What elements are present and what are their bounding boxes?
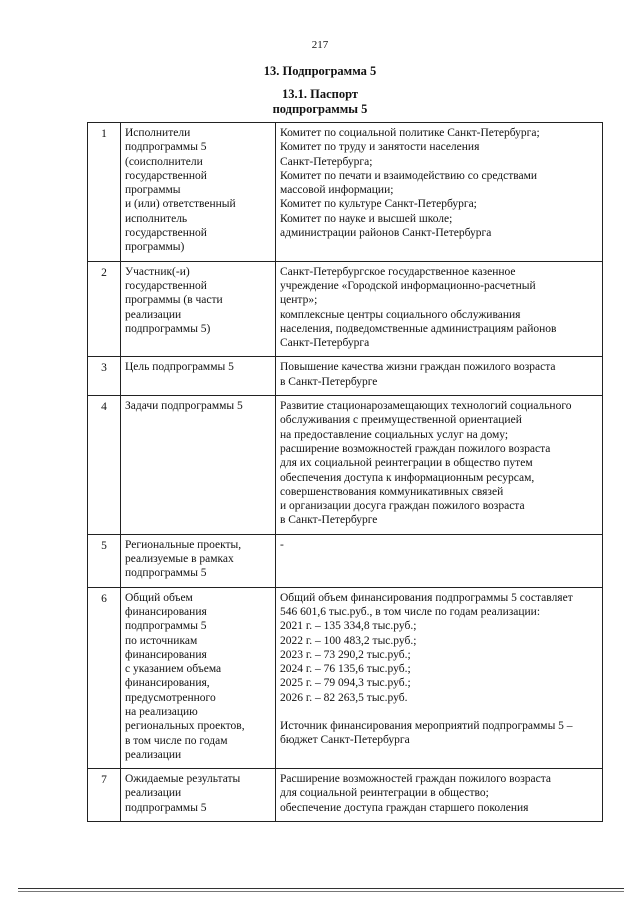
value-line: совершенствования коммуникативных связей xyxy=(280,485,504,498)
label-line: в том числе по годам xyxy=(125,734,228,747)
label-line: подпрограммы 5) xyxy=(125,322,211,335)
label-line: подпрограммы 5 xyxy=(125,801,207,814)
value-line: Комитет по науке и высшей школе; xyxy=(280,212,453,225)
label-line: исполнитель xyxy=(125,212,188,225)
row-number: 7 xyxy=(88,769,121,822)
label-line: Исполнители xyxy=(125,127,191,139)
row-number: 2 xyxy=(88,261,121,357)
value-line: Санкт-Петербурга; xyxy=(280,155,373,168)
label-line: программы (в части xyxy=(125,294,223,307)
value-line: в Санкт-Петербурге xyxy=(280,514,378,527)
value-line: 546 601,6 тыс.руб., в том числе по годам реализации: xyxy=(280,605,541,618)
label-line: с указанием объема xyxy=(125,663,222,676)
row-label xyxy=(121,123,276,262)
label-line: и (или) ответственный xyxy=(125,198,236,211)
table-row xyxy=(88,123,603,262)
label-line: программы) xyxy=(125,241,185,254)
row-value xyxy=(276,123,603,262)
value-line: комплексные центры социального обслуживания xyxy=(280,308,521,321)
page-bottom-rule-secondary xyxy=(18,891,624,892)
value-line: 2024 г. – 76 135,6 тыс.руб.; xyxy=(280,663,411,676)
value-line: для их социальной реинтеграции в общество путем xyxy=(280,457,533,470)
label-line: региональных проектов, xyxy=(125,720,245,733)
label-line: государственной xyxy=(125,169,207,182)
row-value xyxy=(276,769,603,822)
value-line: обеспечение доступа граждан старшего поколения xyxy=(280,801,529,814)
label-line: реализации xyxy=(125,748,182,761)
table-row xyxy=(88,357,603,396)
row-value xyxy=(276,534,603,587)
label-line: Ожидаемые результаты xyxy=(125,773,241,786)
value-line: Общий объем финансирования подпрограммы 5 составляет xyxy=(280,591,573,604)
value-line: Комитет по социальной политике Санкт-Петербурга; xyxy=(280,127,540,139)
label-line: подпрограммы 5 xyxy=(125,141,207,154)
value-line: 2026 г. – 82 263,5 тыс.руб. xyxy=(280,691,408,704)
page-number: 217 xyxy=(311,39,329,51)
label-line: финансирования xyxy=(125,605,207,618)
row-value xyxy=(276,261,603,357)
value-line: массовой информации; xyxy=(280,184,394,197)
label-line: подпрограммы 5 xyxy=(125,620,207,633)
label-line: реализации xyxy=(125,308,182,321)
row-label xyxy=(121,396,276,535)
label-line: Участник(-и) xyxy=(125,265,190,278)
row-label xyxy=(121,769,276,822)
page-bottom-rule xyxy=(18,888,624,889)
table-row xyxy=(88,769,603,822)
value-line: и организации досуга граждан пожилого возраста xyxy=(280,500,525,513)
table-row xyxy=(88,534,603,587)
value-line: населения, подведомственные администрациям районов xyxy=(280,322,557,335)
value-line: администрации районов Санкт-Петербурга xyxy=(280,227,492,240)
value-line: Развитие стационарозамещающих технологий социального xyxy=(280,400,572,413)
value-line: на предоставление социальных услуг на дому; xyxy=(280,428,509,441)
value-line: 2025 г. – 79 094,3 тыс.руб.; xyxy=(280,677,411,690)
label-line: Региональные проекты, xyxy=(125,538,242,551)
label-line: реализуемые в рамках xyxy=(125,553,234,566)
row-number: 3 xyxy=(88,357,121,396)
paragraph-gap xyxy=(280,705,598,719)
value-line: Расширение возможностей граждан пожилого возраста xyxy=(280,773,552,786)
value-line: Повышение качества жизни граждан пожилого возраста xyxy=(280,361,556,374)
value-line: 2021 г. – 135 334,8 тыс.руб.; xyxy=(280,620,417,633)
value-line: для социальной реинтеграции в общество; xyxy=(280,787,489,800)
table-row xyxy=(88,587,603,769)
label-line: финансирования, xyxy=(125,677,210,690)
label-line: Цель подпрограммы 5 xyxy=(125,361,234,374)
label-line: на реализацию xyxy=(125,705,198,718)
value-line: Источник финансирования мероприятий подпрограммы 5 – xyxy=(280,719,573,732)
value-line: 2022 г. – 100 483,2 тыс.руб.; xyxy=(280,634,417,647)
label-line: предусмотренного xyxy=(125,691,216,704)
value-line: Комитет по печати и взаимодействию со средствами xyxy=(280,169,538,182)
label-line: Общий объем xyxy=(125,591,193,604)
value-line: - xyxy=(280,538,284,551)
value-line: 2023 г. – 73 290,2 тыс.руб.; xyxy=(280,648,411,661)
value-line: центр»; xyxy=(280,294,318,307)
passport-subheading xyxy=(0,87,640,117)
table-row xyxy=(88,396,603,535)
value-line: обслуживания с преимущественной ориентацией xyxy=(280,414,522,427)
value-line: Комитет по культуре Санкт-Петербурга; xyxy=(280,198,477,211)
subheading-line-1: 13.1. Паспорт xyxy=(281,87,359,101)
value-line: в Санкт-Петербурге xyxy=(280,375,378,388)
row-number: 5 xyxy=(88,534,121,587)
value-line: Санкт-Петербурга xyxy=(280,337,370,350)
label-line: реализации xyxy=(125,787,182,800)
label-line: государственной xyxy=(125,227,207,240)
row-label xyxy=(121,261,276,357)
label-line: подпрограммы 5 xyxy=(125,567,207,580)
value-line: Санкт-Петербургское государственное казенное xyxy=(280,265,516,278)
label-line: финансирования xyxy=(125,648,207,661)
row-value xyxy=(276,587,603,769)
row-value xyxy=(276,396,603,535)
label-line: (соисполнители xyxy=(125,155,203,168)
label-line: по источникам xyxy=(125,634,198,647)
row-number: 1 xyxy=(88,123,121,262)
row-number: 6 xyxy=(88,587,121,769)
row-value xyxy=(276,357,603,396)
value-line: обеспечения доступа к информационным ресурсам, xyxy=(280,471,535,484)
value-line: Комитет по труду и занятости населения xyxy=(280,141,480,154)
row-label xyxy=(121,357,276,396)
passport-table xyxy=(87,122,603,822)
label-line: программы xyxy=(125,184,181,197)
section-heading: 13. Подпрограмма 5 xyxy=(263,64,377,78)
table-row xyxy=(88,261,603,357)
row-number: 4 xyxy=(88,396,121,535)
row-label xyxy=(121,587,276,769)
row-label xyxy=(121,534,276,587)
value-line: расширение возможностей граждан пожилого возраста xyxy=(280,442,551,455)
value-line: бюджет Санкт-Петербурга xyxy=(280,734,410,747)
label-line: Задачи подпрограммы 5 xyxy=(125,400,243,413)
label-line: государственной xyxy=(125,279,207,292)
subheading-line-2: подпрограммы 5 xyxy=(272,102,368,116)
value-line: учреждение «Городской информационно-расчетный xyxy=(280,279,536,292)
